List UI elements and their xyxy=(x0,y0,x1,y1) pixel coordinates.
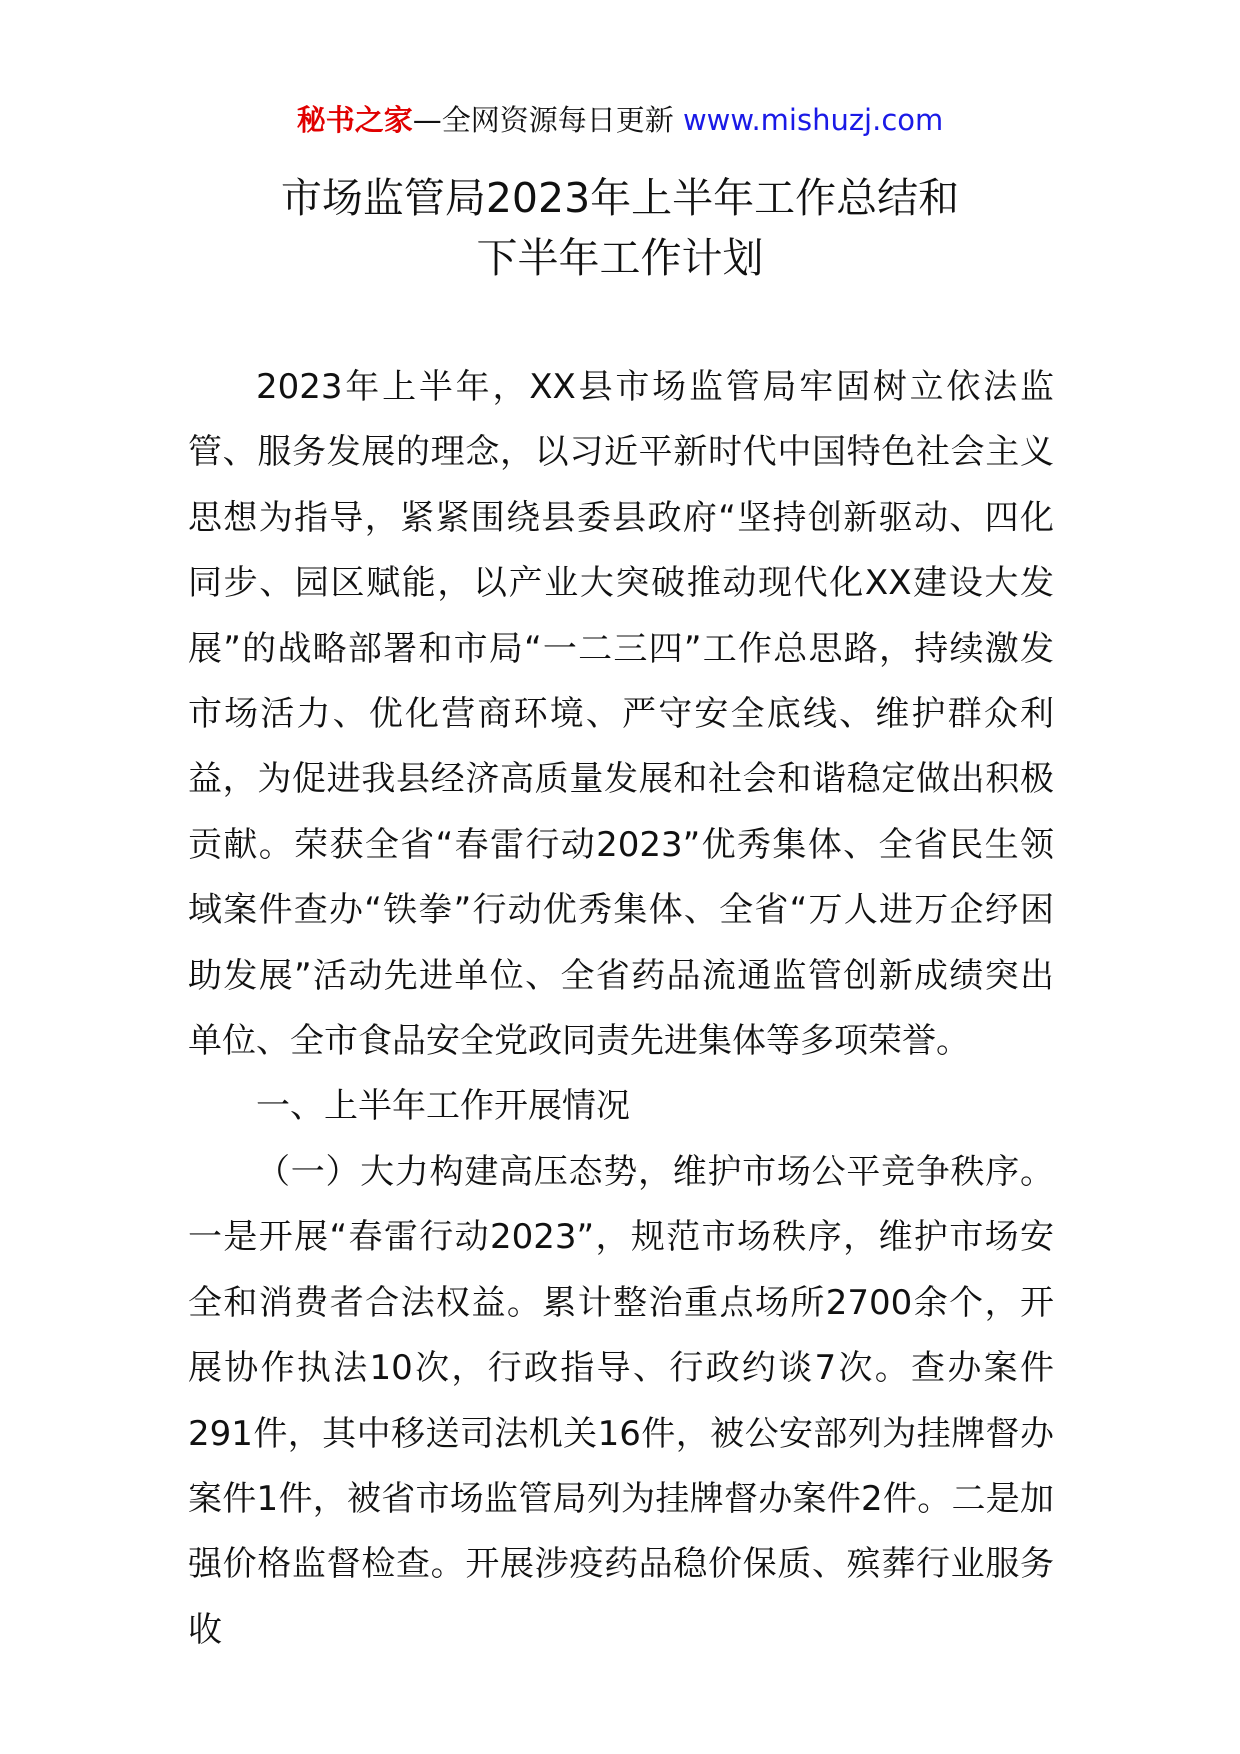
site-url-link[interactable]: www.mishuzj.com xyxy=(682,103,944,137)
intro-paragraph: 2023年上半年，XX县市场监管局牢固树立依法监管、服务发展的理念，以习近平新时代中国特色社会主义思想为指导，紧紧围绕县委县政府“坚持创新驱动、四化同步、园区赋能，以产业大突破推动现代化XX建设大发展”的战略部署和市局“一二三四”工作总思路，持续激发市场活力、优化营商环境、严守安全底线、维护群众利益，为促进我县经济高质量发展和社会和谐稳定做出积极贡献。荣获全省“春雷行动2023”优秀集体、全省民生领域案件查办“铁拳”行动优秀集体、全省“万人进万企纾困助发展”活动先进单位、全省药品流通监管创新成绩突出单位、全市食品安全党政同责先进集体等多项荣誉。 xyxy=(188,367,1054,1062)
header-slogan: —全网资源每日更新 xyxy=(412,103,674,137)
section-heading: 一、上半年工作开展情况 xyxy=(256,1086,630,1127)
brand-name: 秘书之家 xyxy=(296,103,413,137)
title-line-2: 下半年工作计划 xyxy=(476,234,764,282)
document-body xyxy=(188,355,1054,1663)
title-line-1: 市场监管局2023年上半年工作总结和 xyxy=(280,174,960,222)
document-title xyxy=(0,168,1240,288)
section-paragraph: （一）大力构建高压态势，维护市场公平竞争秩序。一是开展“春雷行动2023”，规范市场秩序，维护市场安全和消费者合法权益。累计整治重点场所2700余个，开展协作执法10次，行政指导、行政约谈7次。查办案件291件，其中移送司法机关16件，被公安部列为挂牌督办案件1件，被省市场监管局列为挂牌督办案件2件。二是加强价格监督检查。开展涉疫药品稳价保质、殡葬行业服务收 xyxy=(188,1151,1054,1650)
header-banner xyxy=(0,100,1240,140)
